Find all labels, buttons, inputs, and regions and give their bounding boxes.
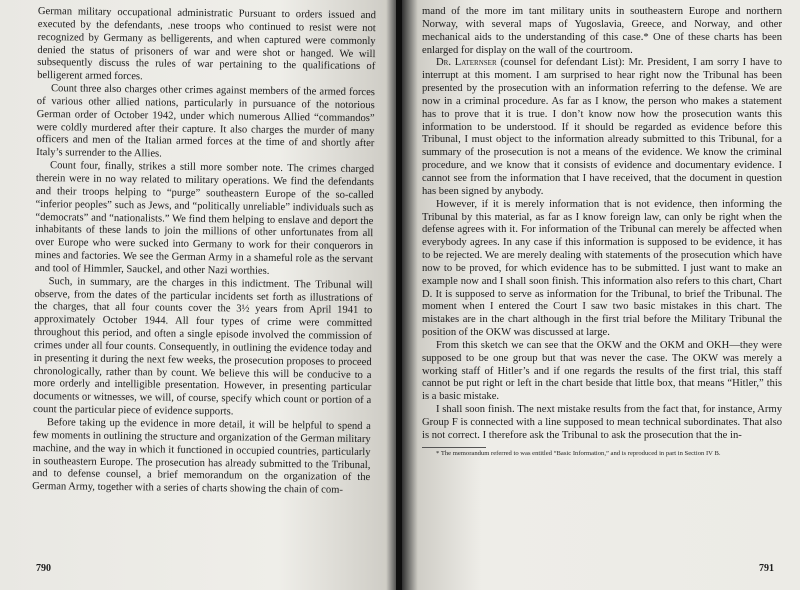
page-number-right: 791 bbox=[759, 563, 774, 574]
paragraph: Count four, finally, strikes a still more somber note. The crimes charged therein were in no way related to military operations. We find the defendants and their troops helping to “purge” southeastern Europe of the so-called “inferior peoples” such as Jews, and “politically unreliable” individuals such as “democrats” and “nationalists.” We find them helping to enslave and deport the inhabitants of these lands to join the millions of other unfortunates from all over Europe who were sucked into Germany to work for their conquerors in mines and factories. We see the German Army in a shameful role as the servant and tool of Himmler, Sauckel, and other Nazi worthies. bbox=[34, 160, 375, 277]
paragraph: mand of the more im tant military units in southeastern Europe and northern Norway, with several maps of Yugoslavia, Greece, and Norway, and other mechanical aids to the understanding of this case.* One of these charts has been enlarged for display on the wall of the courtroom. bbox=[422, 6, 782, 56]
paragraph: German military occupational administratic Pursuant to orders issued and executed by the defendants, .nese troops who continued to resist were not recognized by Germany as belligerents, and when captured were commonly denied the status of prisoners of war and were shot or hanged. We will subsequently discuss the rules of war pertaining to the qualifications of belligerent armed forces. bbox=[37, 6, 376, 83]
left-page-text bbox=[32, 6, 376, 498]
speaker-name: Dr. Laternser bbox=[436, 57, 497, 69]
footnote: * The memorandum referred to was entitled “Basic Information,” and is reproduced in part in Section IV B. bbox=[436, 449, 721, 457]
page-number-left: 790 bbox=[36, 563, 51, 574]
paragraph: Before taking up the evidence in more detail, it will be helpful to spend a few moments in outlining the structure and organization of the German military machine, and the way in which it functioned in occupied countries, particularly in southeastern Europe. The prosecution has already submitted to the Tribunal, and to defense counsel, a brief memorandum on the organization of the German Army, together with a series of charts showing the chain of com- bbox=[32, 417, 371, 496]
speaker-paragraph bbox=[422, 57, 782, 198]
left-page bbox=[0, 0, 398, 590]
right-page bbox=[402, 0, 800, 590]
speaker-text: (counsel for defendant List): Mr. President, I am sorry I have to interrupt at this moment. I am surprised to hear right now the Tribunal has been presented by the prosecution with an information referring to the defense. We are now in a criminal procedure. As far as I know, the person who makes a statement has to prove that it is true. I don’t know now how the prosecution wants this information to be understood. If it should be regarded as evidence before this Tribunal, I must object to the information already submitted to this Tribunal, for a summary of the prosecution is not a means of the evidence. We know the criminal procedure, and we know that it consists of evidence and documentary evidence. I cannot see from the information that I have received, that the document in question has been signed by anybody. bbox=[422, 57, 782, 197]
paragraph: Such, in summary, are the charges in this indictment. The Tribunal will observe, from the dates of the particular incidents set forth as illustrations of the charges, that all four counts cover the 3½ years from April 1941 to approximately October 1944. All four types of crime were committed throughout this period, and often a single episode involved the commission of crimes under all four counts. Consequently, in outlining the evidence today and in presenting it during the next few weeks, the prosecution proposes to proceed chronologically, rather than by count. We believe this will be conducive to a more orderly and intelligible presentation. However, in presenting particular documents or witnesses, we will, of course, specify which count or portion of a count the particular piece of evidence supports. bbox=[33, 275, 373, 418]
paragraph: Count three also charges other crimes against members of the armed forces of various other allied nations, particularly in pursuance of the notorious German order of October 1942, under which numerous Allied “commandos” were coldly murdered after their capture. It also charges the murder of many officers and men of the Italian armed forces at the time of and shortly after Italy’s surrender to the Allies. bbox=[36, 83, 376, 160]
right-page-text bbox=[422, 6, 782, 458]
paragraph: However, if it is merely information that is not evidence, then informing the Tribunal by this material, as far as I know foreign law, can only be right when the defense agrees with it. For information of the Tribunal can merely be affected when everybody agrees. In any case if this information is supposed to be evidence, it has to be rejected. We are merely dealing with statements of the prosecution which have now to be proved, for which evidence has to be submitted. I just want to make an example now and I shall soon finish. This information also refers to this chart, Chart D. It is supposed to serve as information for the Tribunal, to brief the Tribunal. The moment when I entered the Court I saw two basic mistakes in this chart. The mistakes are in the chart although in the first trial before the Military Tribunal the position of the OKW was discussed at large. bbox=[422, 198, 782, 339]
footnote-rule bbox=[422, 447, 486, 448]
paragraph: I shall soon finish. The next mistake results from the fact that, for instance, Army Group F is connected with a line supposed to mean technical subordinates. That also is not correct. I therefore ask the Tribunal to ask the prosecution that the in- bbox=[422, 404, 782, 441]
paragraph: From this sketch we can see that the OKW and the OKM and OKH—they were supposed to be one group but that was never the case. The OKW was merely a working staff of Hitler’s and if one regards the results of the first trial, this staff cannot be put right or left in the chart beside that little box, that means “Hitler,” this is a basic mistake. bbox=[422, 339, 782, 403]
